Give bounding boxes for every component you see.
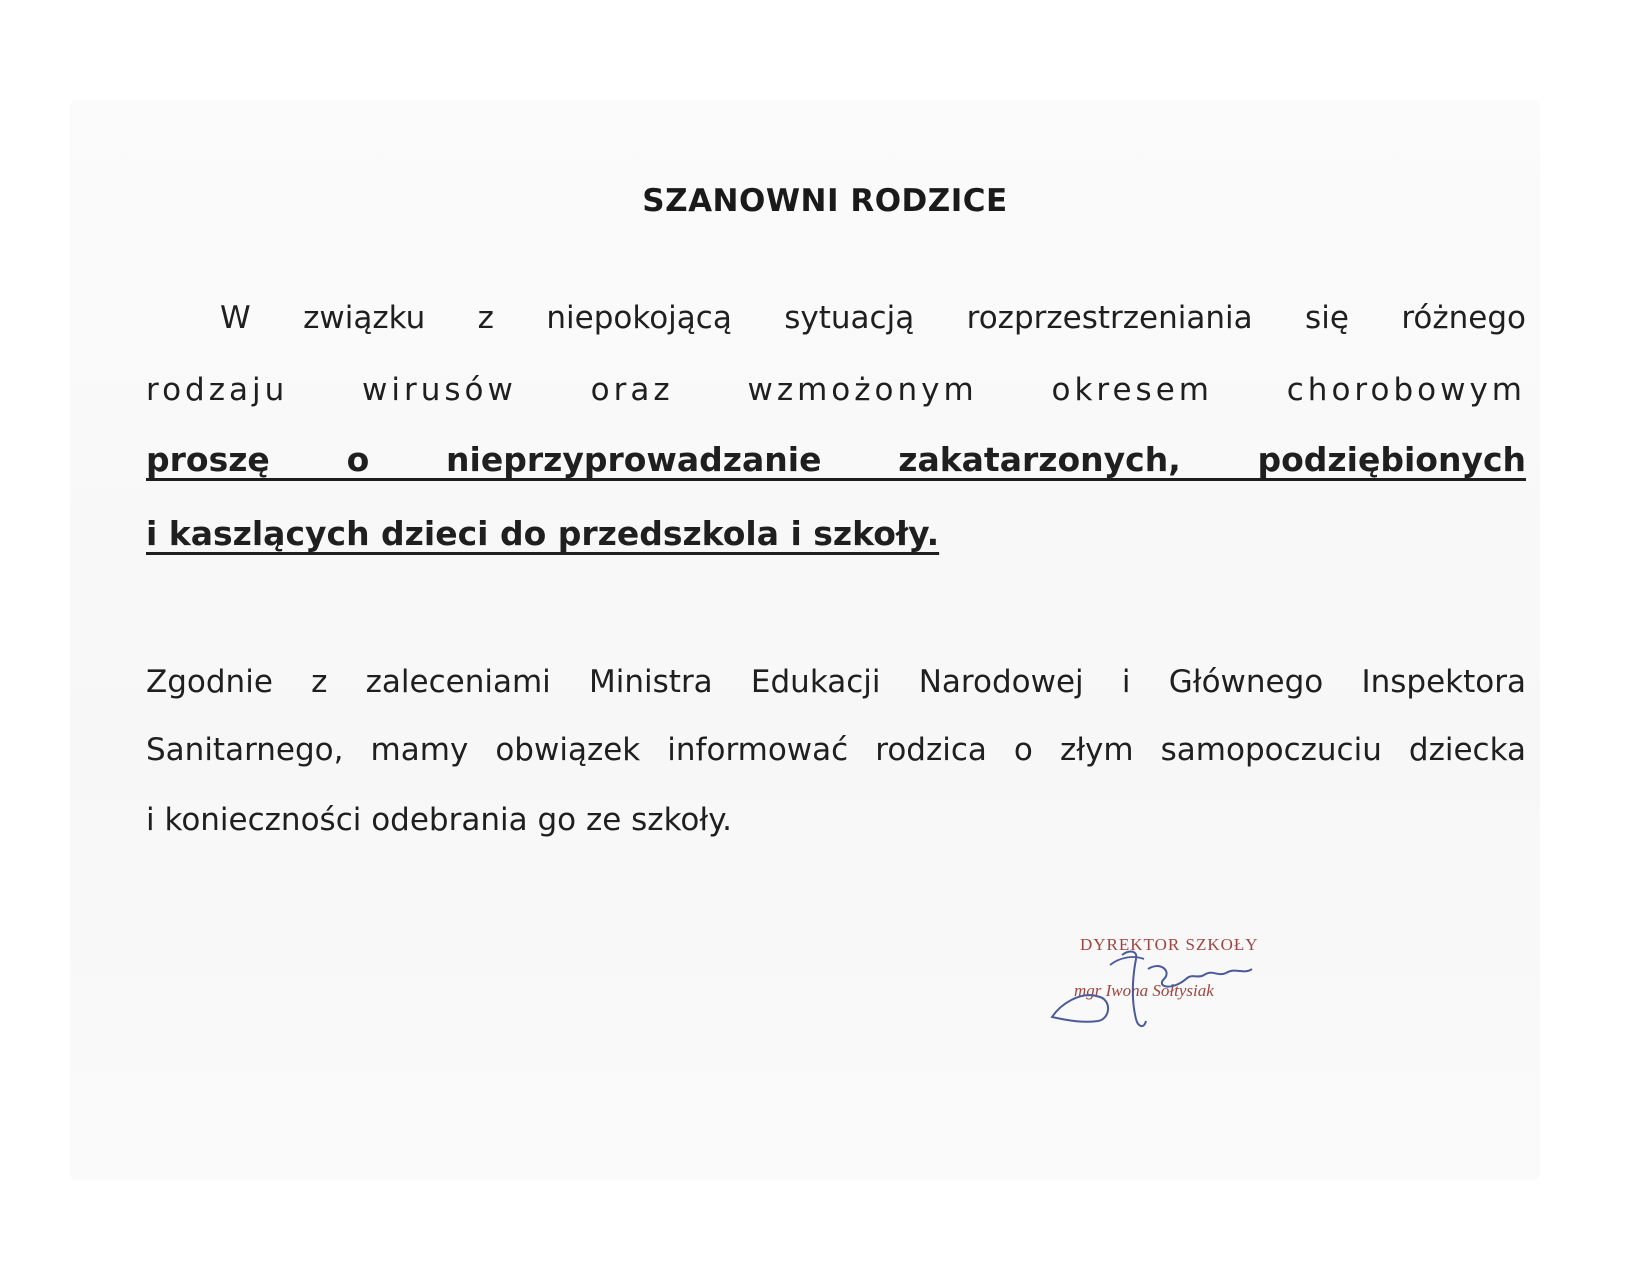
notice-title: SZANOWNI RODZICE <box>642 183 1008 219</box>
paragraph-1-line-3-emphasis: proszę o nieprzyprowadzanie zakatarzonych, podziębionych <box>146 440 1526 479</box>
paragraph-2-line-3: i konieczności odebrania go ze szkoły. <box>146 802 732 838</box>
stamp-heading: DYREKTOR SZKOŁY <box>1080 935 1259 954</box>
paragraph-2-line-2: Sanitarnego, mamy obwiązek informować rodzica o złym samopoczuciu dziecka <box>146 732 1526 768</box>
paragraph-1-line-1: W związku z niepokojącą sytuacją rozprzestrzeniania się różnego <box>220 300 1526 336</box>
stamp-name: mgr Iwona Sołtysiak <box>1074 981 1214 1000</box>
paragraph-2-line-1: Zgodnie z zaleceniami Ministra Edukacji Narodowej i Głównego Inspektora <box>146 664 1526 700</box>
paragraph-1-line-2: rodzaju wirusów oraz wzmożonym okresem chorobowym <box>146 372 1526 408</box>
handwritten-signature <box>1040 935 1300 1035</box>
scanned-paper-area <box>70 100 1540 1180</box>
director-stamp <box>1040 935 1300 1035</box>
paragraph-1-line-4-emphasis: i kaszlących dzieci do przedszkola i szkoły. <box>146 514 940 553</box>
